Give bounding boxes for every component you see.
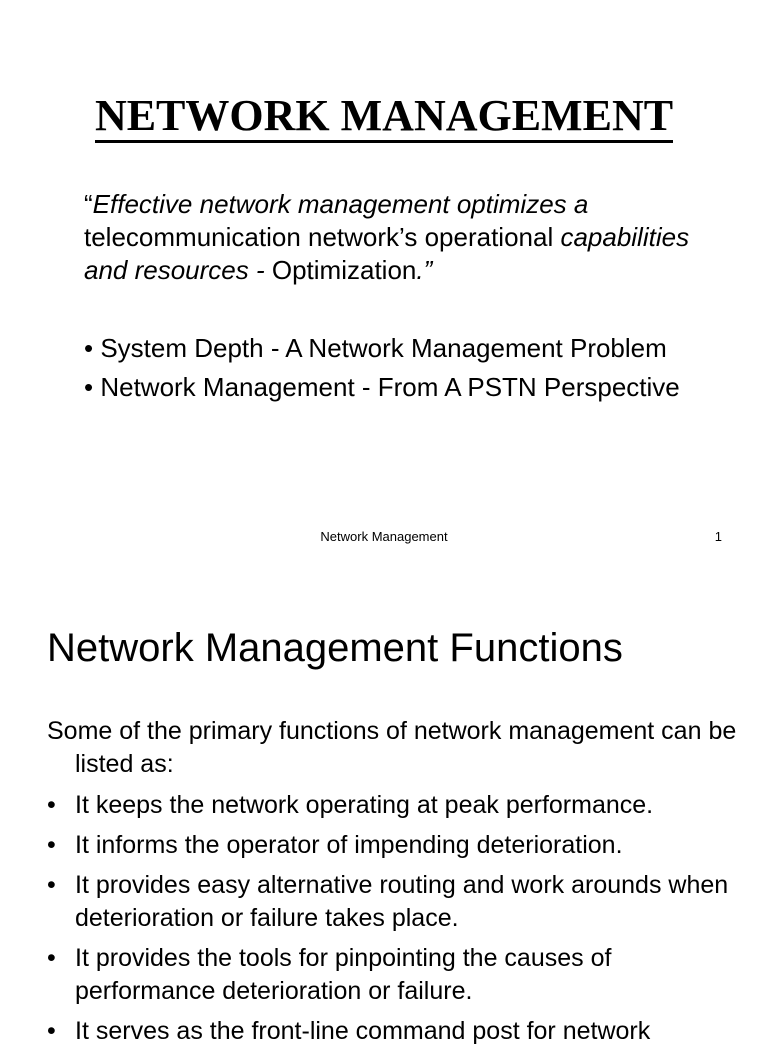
slide-1-bullet-list [84,332,704,410]
slide-2-title: Network Management Functions [47,626,623,670]
quote-part-3: capabilities and resources - [84,222,690,285]
bullet-glyph: • [47,831,56,859]
quote-part-1: Effective network management optimizes a [92,189,589,219]
function-item-text: It serves as the front-line command post for network [75,1017,651,1045]
slide-footer-title: Network Management [320,529,448,544]
bullet-glyph: • [47,944,56,972]
function-item-text: It informs the operator of impending deterioration. [75,831,623,859]
function-item-text: It keeps the network operating at peak performance. [75,791,654,819]
quote-close: .” [416,255,433,285]
slide-2-intro: Some of the primary functions of network management can be listed as: [47,717,737,778]
slide-1-bullet-item: • Network Management - From A PSTN Perspective [84,372,680,402]
function-item-text: It provides the tools for pinpointing the causes of performance deterioration or failure. [75,944,612,1005]
quote-open-mark: “ [84,189,93,219]
bullet-glyph: • [47,791,56,819]
functions-bullet-list [47,789,737,1055]
function-item [47,1015,737,1048]
slide-page-number: 1 [714,529,722,544]
quote-part-4: Optimization [271,255,417,285]
bullet-glyph: • [47,1017,56,1045]
function-item [47,942,737,1008]
definition-quote [84,188,704,287]
function-item-text: It provides easy alternative routing and work arounds when deterioration or failure takes place. [75,871,729,932]
slide-1-title-text: NETWORK MANAGEMENT [95,91,673,143]
quote-part-2: telecommunication network’s operational [84,222,554,252]
function-item [47,869,737,935]
function-item [47,789,737,822]
slide-1-bullet-item: • System Depth - A Network Management Problem [84,333,667,363]
bullet-glyph: • [47,871,56,899]
slide-1-title [0,86,768,146]
slide-2 [0,565,768,1045]
function-item [47,829,737,862]
